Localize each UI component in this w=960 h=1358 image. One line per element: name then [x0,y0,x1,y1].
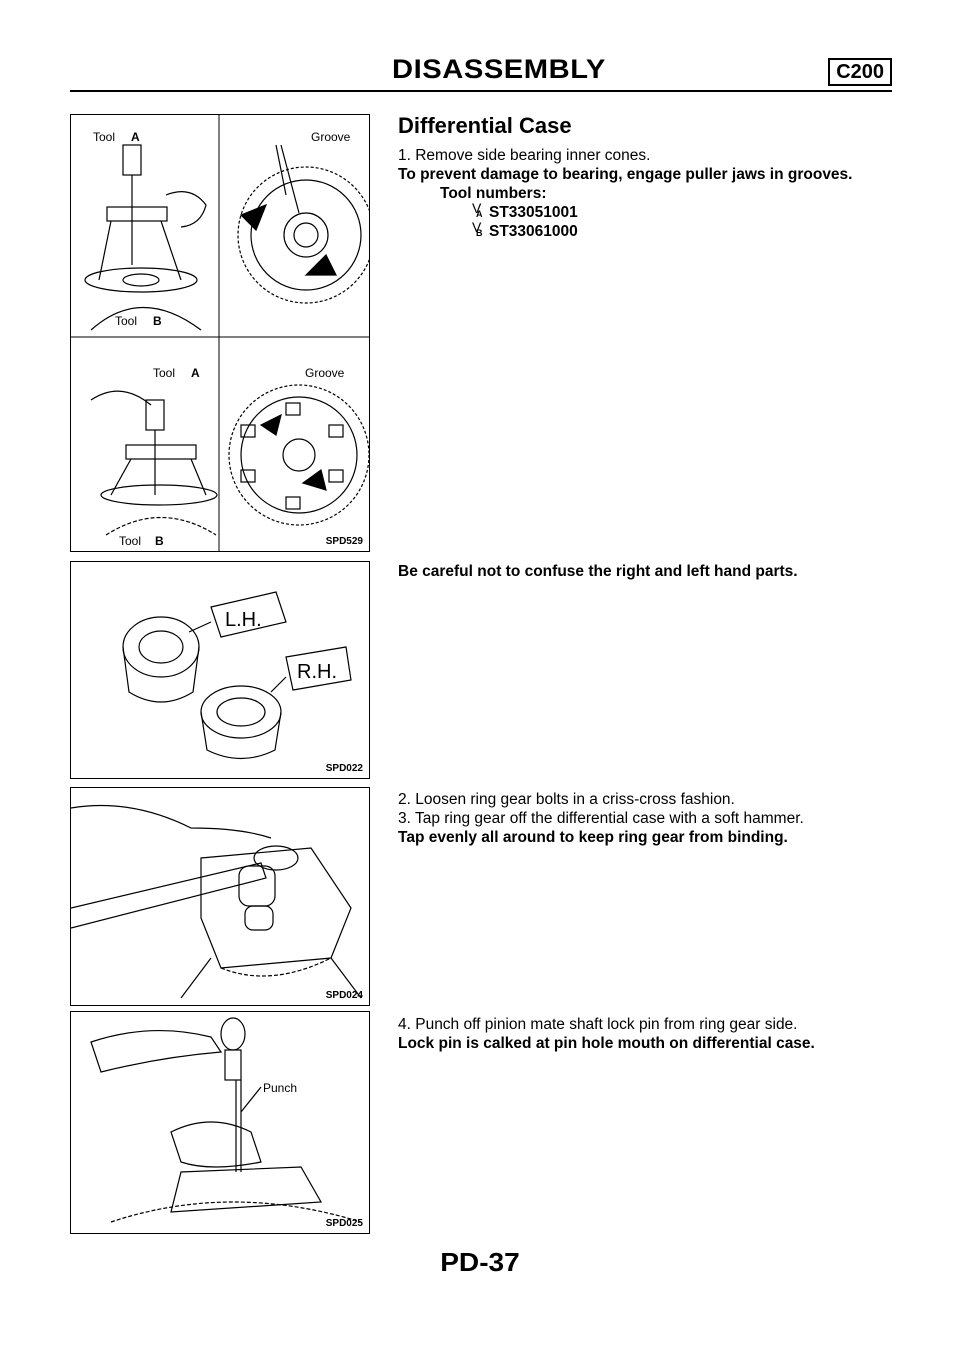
section-bearing-note [398,562,894,581]
label-tool-a-top: Tool [93,130,116,144]
mark-a-top: A [131,130,140,144]
label-groove-top: Groove [311,130,351,144]
tool-mark-a: V A [476,206,488,220]
illustration-hammer [71,788,370,1006]
label-tool-b-bottom: Tool [119,534,142,548]
label-punch: Punch [263,1081,298,1095]
note-lock-pin-calked: Lock pin is calked at pin hole mouth on differential case. [398,1035,815,1052]
tool-number-a: ST33051001 [489,204,578,221]
label-lh: L.H. [225,609,262,631]
tool-numbers-label: Tool numbers: [440,185,547,202]
tool-item-b [398,222,894,241]
step-1: 1. Remove side bearing inner cones. [398,147,651,164]
figure-code: SPD022 [325,763,363,774]
mark-a-bottom: A [191,366,200,380]
label-tool-a-bottom: Tool [153,366,176,380]
page-number: PD-37 [440,1247,520,1277]
tool-number-b: ST33061000 [489,223,578,240]
label-rh: R.H. [297,661,337,683]
step-2: 2. Loosen ring gear bolts in a criss-cross fashion. [398,791,735,808]
step-3: 3. Tap ring gear off the differential case with a soft hammer. [398,810,804,827]
figure-ring-gear-hammer [70,787,370,1006]
illustration-bearings [71,562,370,779]
step-4: 4. Punch off pinion mate shaft lock pin from ring gear side. [398,1016,798,1033]
note-tap-evenly: Tap evenly all around to keep ring gear from binding. [398,829,788,846]
figure-bearing-labels [70,561,370,779]
figure-punch-lock-pin [70,1011,370,1234]
header-title: DISASSEMBLY [392,54,606,84]
section-differential-case [398,112,894,241]
header-code-box: C200 [828,58,892,86]
mark-b-bottom: B [155,534,164,548]
tool-mark-b: V B [476,225,488,239]
section-ring-gear [398,790,894,847]
section-title: Differential Case [398,113,572,138]
label-groove-bottom: Groove [305,366,345,380]
figure-code: SPD025 [325,1218,363,1229]
page-header [70,52,892,92]
figure-side-bearing-removal [70,114,370,552]
mark-b-top: B [153,314,162,328]
label-tool-b-top: Tool [115,314,138,328]
illustration-puller [71,115,370,552]
figure-code: SPD024 [325,990,363,1001]
figure-code: SPD529 [325,536,363,547]
illustration-punch [71,1012,370,1234]
section-lock-pin [398,1015,894,1053]
note-right-left-parts: Be careful not to confuse the right and left hand parts. [398,563,798,580]
caution-puller-jaws: To prevent damage to bearing, engage puller jaws in grooves. [398,166,853,183]
